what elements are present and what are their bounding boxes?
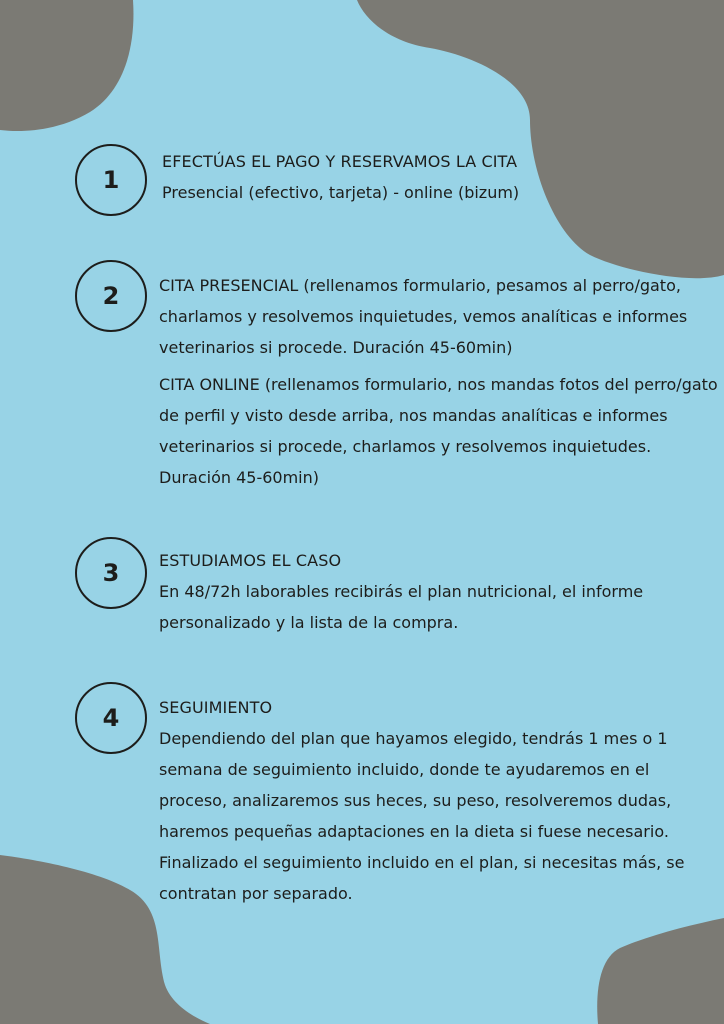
step-text — [159, 692, 704, 909]
step-number: 4 — [102, 704, 120, 732]
step-text — [159, 270, 719, 493]
step-paragraph: CITA PRESENCIAL (rellenamos formulario, pesamos al perro/gato, charlamos y resolvemos inquietudes, vemos analíticas e informes veterinarios si procede. Duración 45-60min) — [159, 276, 688, 357]
step-title: EFECTÚAS EL PAGO Y RESERVAMOS LA CITA — [162, 152, 518, 171]
step-number-circle — [75, 144, 147, 216]
step-number: 1 — [102, 166, 120, 194]
step-paragraph: CITA ONLINE (rellenamos formulario, nos mandas fotos del perro/gato de perfil y visto desde arriba, nos mandas analíticas e informes veterinarios si procede, charlamos y resolvemos inquietudes. Duración 45-60min) — [159, 375, 718, 487]
step-paragraph: Dependiendo del plan que hayamos elegido, tendrás 1 mes o 1 semana de seguimiento incluido, donde te ayudaremos en el proceso, analizaremos sus heces, su peso, resolveremos dudas, haremos pequeñas adaptaciones en la dieta si fuese necesario. Finalizado el seguimiento incluido en el plan, si necesitas más, se contratan por separado. — [159, 729, 685, 903]
step-title: ESTUDIAMOS EL CASO — [159, 551, 342, 570]
step-number-circle — [75, 682, 147, 754]
step-number: 3 — [102, 559, 120, 587]
step-number: 2 — [102, 282, 120, 310]
step-number-circle — [75, 537, 147, 609]
step-number-circle — [75, 260, 147, 332]
step-paragraph: Presencial (efectivo, tarjeta) - online (bizum) — [162, 183, 520, 202]
step-text — [159, 545, 689, 638]
step-title: SEGUIMIENTO — [159, 698, 273, 717]
step-paragraph: En 48/72h laborables recibirás el plan nutricional, el informe personalizado y la lista de la compra. — [159, 582, 644, 632]
step-text — [162, 146, 702, 208]
